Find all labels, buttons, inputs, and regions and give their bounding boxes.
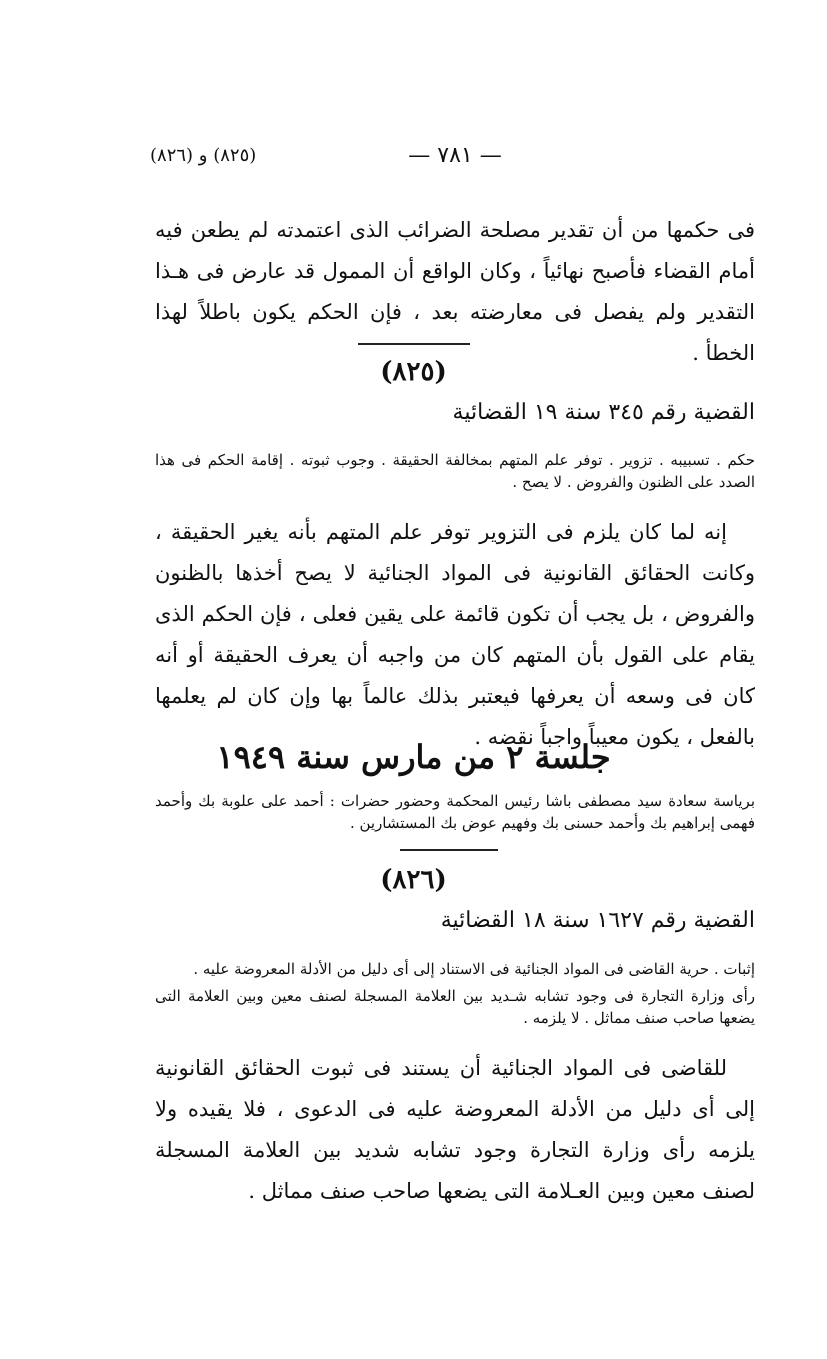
case-825-summary: حكم . تسبيبه . تزوير . توفر علم المتهم بمخالفة الحقيقة . وجوب ثبوته . إقامة الحكم فى هذا الصدد على الظنون والفروض . لا يصح . bbox=[155, 451, 755, 491]
case-825-title: القضية رقم ٣٤٥ سنة ١٩ القضائية bbox=[452, 400, 755, 425]
intro-paragraph: فى حكمها من أن تقدير مصلحة الضرائب الذى اعتمدته لم يطعن فيه أمام القضاء فأصبح نهائياً ، وكان الواقع أن الممول قد عارض فى هـذا التقدير ولم يفصل فى معارضته بعد ، فإن الحكم يكون باطلاً لهذا الخطأ . bbox=[155, 218, 755, 365]
case-826-title: القضية رقم ١٦٢٧ سنة ١٨ القضائية bbox=[440, 908, 755, 933]
case-826-body-text: للقاضى فى المواد الجنائية أن يستند فى ثبوت الحقائق القانونية إلى أى دليل من الأدلة المعروضة عليه فى الدعوى ، فلا يقيده ولا يلزمه رأى وزارة التجارة وجود تشابه شديد بين العلامة المسجلة لصنف معين وبين العـلامة التى يضعها صاحب صنف مماثل . bbox=[155, 1056, 755, 1203]
case-826-body bbox=[155, 1048, 755, 1212]
divider bbox=[358, 343, 470, 345]
case-826-summary-2: رأى وزارة التجارة فى وجود تشابه شـديد بين العلامة المسجلة لصنف معين وبين العلامة التى يضعها صاحب صنف مماثل . لا يلزمه . bbox=[155, 987, 755, 1027]
page-header bbox=[150, 143, 760, 183]
divider bbox=[400, 849, 498, 851]
case-825-body bbox=[155, 512, 755, 758]
case-826-summary-1: إثبات . حرية القاضى فى المواد الجنائية فى الاستناد إلى أى دليل من الأدلة المعروضة عليه . bbox=[193, 960, 755, 978]
case-825-body-text: إنه لما كان يلزم فى التزوير توفر علم المتهم بأنه يغير الحقيقة ، وكانت الحقائق القانونية فى المواد الجنائية لا يصح أخذها بالظنون والفروض ، بل يجب أن تكون قائمة على يقين فعلى ، فإن الحكم الذى يقام على القول بأن المتهم كان من واجبه أن يعرف الحقيقة أو أنه كان فى وسعه أن يعرفها فيعتبر بذلك عالماً بها وإن كان لم يعلمها بالفعل ، يكون معيباً واجباً نقضه . bbox=[155, 520, 755, 749]
session-presidency: برياسة سعادة سيد مصطفى باشا رئيس المحكمة وحضور حضرات : أحمد على علوبة بك وأحمد فهمى إبراهيم بك وأحمد حسنى بك وفهيم عوض بك المستشارين . bbox=[155, 792, 755, 832]
case-826-number: (٨٢٦) bbox=[380, 865, 447, 895]
case-references: (٨٢٥) و (٨٢٦) bbox=[150, 145, 257, 166]
case-825-number: (٨٢٥) bbox=[380, 357, 447, 387]
page-number: — ٧٨١ — bbox=[408, 143, 502, 168]
session-title: جلسة ٢ من مارس سنة ١٩٤٩ bbox=[216, 738, 611, 776]
